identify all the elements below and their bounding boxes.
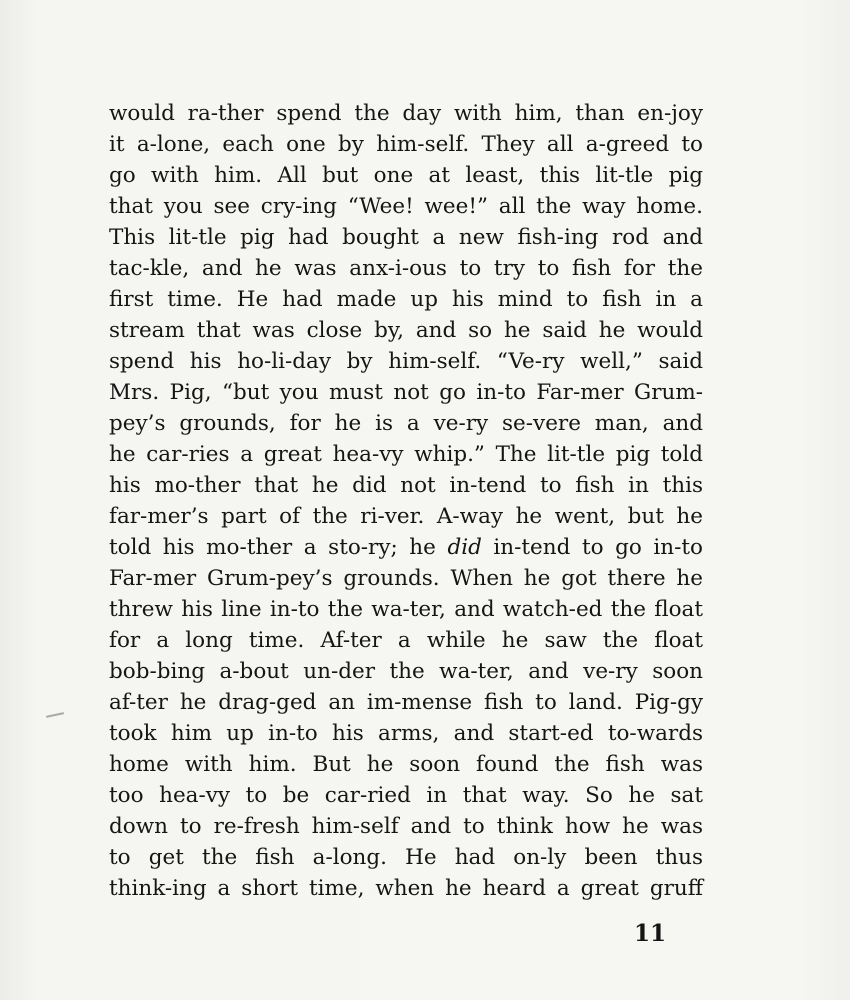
text-line: to get the fish a-long. He had on-ly been thus: [109, 845, 703, 870]
text-line: spend his ho-li-day by him-self. “Ve-ry well,” said: [109, 349, 703, 374]
text-line: stream that was close by, and so he said he would: [109, 318, 703, 343]
text-line: bob-bing a-bout un-der the wa-ter, and ve-ry soon: [109, 659, 703, 684]
text-line-end: in-tend to go in-to: [481, 535, 703, 560]
text-line: would ra-ther spend the day with him, than en-joy: [109, 101, 703, 126]
emphasized-word: did: [447, 535, 482, 560]
text-line-with-emphasis: [109, 532, 703, 563]
text-line: This lit-tle pig had bought a new fish-ing rod and: [109, 225, 703, 250]
text-line: for a long time. Af-ter a while he saw the float: [109, 628, 703, 653]
text-line: go with him. All but one at least, this lit-tle pig: [109, 163, 703, 188]
ink-mark: [46, 712, 64, 718]
text-line: af-ter he drag-ged an im-mense fish to land. Pig-gy: [109, 690, 703, 715]
page-body-text: [109, 98, 703, 904]
text-line: pey’s grounds, for he is a ve-ry se-vere man, and: [109, 411, 703, 436]
text-line: think-ing a short time, when he heard a great gruff: [109, 876, 703, 901]
page-number: 11: [634, 920, 667, 947]
text-line: that you see cry-ing “Wee! wee!” all the way home.: [109, 194, 703, 219]
text-line: Far-mer Grum-pey’s grounds. When he got there he: [109, 566, 703, 591]
text-line: tac-kle, and he was anx-i-ous to try to fish for the: [109, 256, 703, 281]
text-line: his mo-ther that he did not in-tend to fish in this: [109, 473, 703, 498]
text-line: took him up in-to his arms, and start-ed to-wards: [109, 721, 703, 746]
text-line: home with him. But he soon found the fish was: [109, 752, 703, 777]
text-line: threw his line in-to the wa-ter, and watch-ed the float: [109, 597, 703, 622]
text-line: it a-lone, each one by him-self. They all a-greed to: [109, 132, 703, 157]
text-line-start: told his mo-ther a sto-ry; he: [109, 535, 436, 560]
text-line: far-mer’s part of the ri-ver. A-way he went, but he: [109, 504, 703, 529]
text-line: Mrs. Pig, “but you must not go in-to Far-mer Grum-: [109, 380, 703, 405]
text-line: too hea-vy to be car-ried in that way. So he sat: [109, 783, 703, 808]
text-line: first time. He had made up his mind to fish in a: [109, 287, 703, 312]
text-line: he car-ries a great hea-vy whip.” The lit-tle pig told: [109, 442, 703, 467]
text-line: down to re-fresh him-self and to think how he was: [109, 814, 703, 839]
